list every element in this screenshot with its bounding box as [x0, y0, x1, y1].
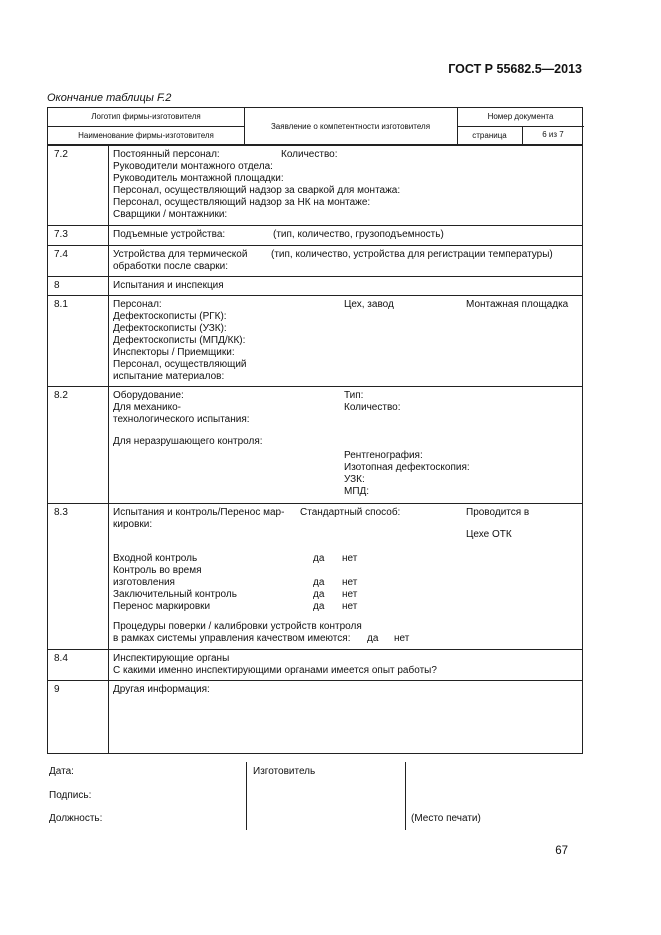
control-yes: да — [313, 589, 325, 600]
testing-inspection-label: Испытания и инспекция — [113, 280, 224, 291]
row-number: 8.4 — [48, 650, 109, 681]
table-row — [48, 277, 583, 296]
personnel-label: Персонал: — [113, 299, 162, 310]
row-number: 8.1 — [48, 296, 109, 387]
control-yes: да — [313, 601, 325, 612]
table-row — [48, 681, 583, 754]
row-number: 8 — [48, 277, 109, 296]
mech-test-label: Для механико- — [113, 402, 181, 413]
calibration-procedures-label: Процедуры поверки / калибровки устройств контроля — [113, 621, 362, 632]
signature-label: Подпись: — [49, 790, 92, 801]
quantity-label: Количество: — [344, 402, 401, 413]
row-content — [109, 387, 583, 504]
calibration-no: нет — [394, 633, 410, 644]
heat-treatment-label: Устройства для термической — [113, 249, 248, 260]
inspection-experience-question: С какими именно инспектирующими органами имеется опыт работы? — [113, 665, 437, 676]
company-name-label: Наименование фирмы-изготовителя — [78, 131, 214, 140]
control-no: нет — [342, 601, 358, 612]
personnel-line: Дефектоскописты (УЗК): — [113, 323, 227, 334]
table-row — [48, 296, 583, 387]
table-row — [48, 504, 583, 650]
page-number: 67 — [555, 845, 568, 857]
manufacturer-label: Изготовитель — [253, 766, 316, 777]
row-number: 8.3 — [48, 504, 109, 650]
control-label: Контроль во время — [113, 565, 202, 576]
staff-line: Персонал, осуществляющий надзор за сваркой для монтажа: — [113, 185, 401, 196]
table-row — [48, 387, 583, 504]
row-content — [109, 681, 583, 754]
control-no: нет — [342, 577, 358, 588]
staff-line: Руководитель монтажной площадки: — [113, 173, 284, 184]
row-content — [109, 650, 583, 681]
standard-number: ГОСТ Р 55682.5—2013 — [448, 62, 582, 76]
staff-line: Персонал, осуществляющий надзор за НК на монтаже: — [113, 197, 371, 208]
row-content — [109, 277, 583, 296]
control-label: Перенос маркировки — [113, 601, 211, 612]
control-label: Входной контроль — [113, 553, 198, 564]
inspection-bodies-label: Инспектирующие органы — [113, 653, 230, 664]
date-label: Дата: — [49, 766, 74, 777]
equipment-label: Оборудование: — [113, 390, 184, 401]
doc-number-label: Номер документа — [487, 112, 554, 121]
calibration-procedures-label: в рамках системы управления качеством имеются: — [113, 633, 351, 644]
permanent-staff-label: Постоянный персонал: — [113, 149, 220, 160]
control-no: нет — [342, 553, 358, 564]
standard-method-label: Стандартный способ: — [300, 507, 401, 518]
personnel-line: Дефектоскописты (МПД/КК): — [113, 335, 246, 346]
testing-control-title: Испытания и контроль/Перенос мар- — [113, 507, 285, 518]
row-number: 9 — [48, 681, 109, 754]
control-label: изготовления — [113, 577, 175, 588]
row-content — [109, 226, 583, 246]
signature-block — [47, 762, 583, 830]
table-row — [48, 146, 583, 226]
position-label: Должность: — [49, 813, 103, 824]
heat-treatment-label: обработки после сварки: — [113, 261, 229, 272]
row-number: 7.4 — [48, 246, 109, 277]
calibration-yes: да — [367, 633, 379, 644]
other-info-label: Другая информация: — [113, 684, 210, 695]
mech-test-label: технологического испытания: — [113, 414, 250, 425]
page-of-value: 6 из 7 — [542, 130, 564, 139]
personnel-line: Дефектоскописты (РГК): — [113, 311, 227, 322]
personnel-line: Персонал, осуществляющий — [113, 359, 247, 370]
personnel-line: испытание материалов: — [113, 371, 225, 382]
ndt-method: УЗК: — [344, 474, 365, 485]
control-yes: да — [313, 577, 325, 588]
ndt-method: МПД: — [344, 486, 370, 497]
staff-line: Сварщики / монтажники: — [113, 209, 228, 220]
row-content — [109, 296, 583, 387]
personnel-line: Инспекторы / Приемщики: — [113, 347, 235, 358]
competence-table — [47, 145, 583, 754]
quantity-label: Количество: — [281, 149, 338, 160]
control-yes: да — [313, 553, 325, 564]
testing-control-title: кировки: — [113, 519, 153, 530]
type-label: Тип: — [344, 390, 364, 401]
ndt-method: Рентгенография: — [344, 450, 423, 461]
ndt-label: Для неразрушающего контроля: — [113, 436, 263, 447]
seal-place-label: (Место печати) — [411, 813, 481, 824]
heat-treatment-note: (тип, количество, устройства для регистрации температуры) — [271, 249, 553, 260]
table-row — [48, 226, 583, 246]
control-label: Заключительный контроль — [113, 589, 237, 600]
lifting-devices-label: Подъемные устройства: — [113, 229, 226, 240]
logo-label: Логотип фирмы-изготовителя — [91, 112, 201, 121]
statement-label: Заявление о компетентности изготовителя — [270, 122, 431, 131]
row-number: 8.2 — [48, 387, 109, 504]
performed-in-label: Проводится в — [466, 507, 530, 518]
row-content — [109, 246, 583, 277]
workshop-column: Цех, завод — [344, 299, 394, 310]
ndt-method: Изотопная дефектоскопия: — [344, 462, 470, 473]
control-no: нет — [342, 589, 358, 600]
row-content — [109, 146, 583, 226]
site-column: Монтажная площадка — [466, 299, 569, 310]
row-number: 7.2 — [48, 146, 109, 226]
page-label: страница — [472, 131, 507, 140]
staff-line: Руководители монтажного отдела: — [113, 161, 273, 172]
lifting-devices-note: (тип, количество, грузоподъемность) — [273, 229, 444, 240]
form-header — [47, 107, 583, 145]
otk-label: Цехе ОТК — [466, 529, 512, 540]
row-number: 7.3 — [48, 226, 109, 246]
table-row — [48, 650, 583, 681]
table-caption: Окончание таблицы F.2 — [47, 92, 172, 104]
row-content — [109, 504, 583, 650]
table-row — [48, 246, 583, 277]
